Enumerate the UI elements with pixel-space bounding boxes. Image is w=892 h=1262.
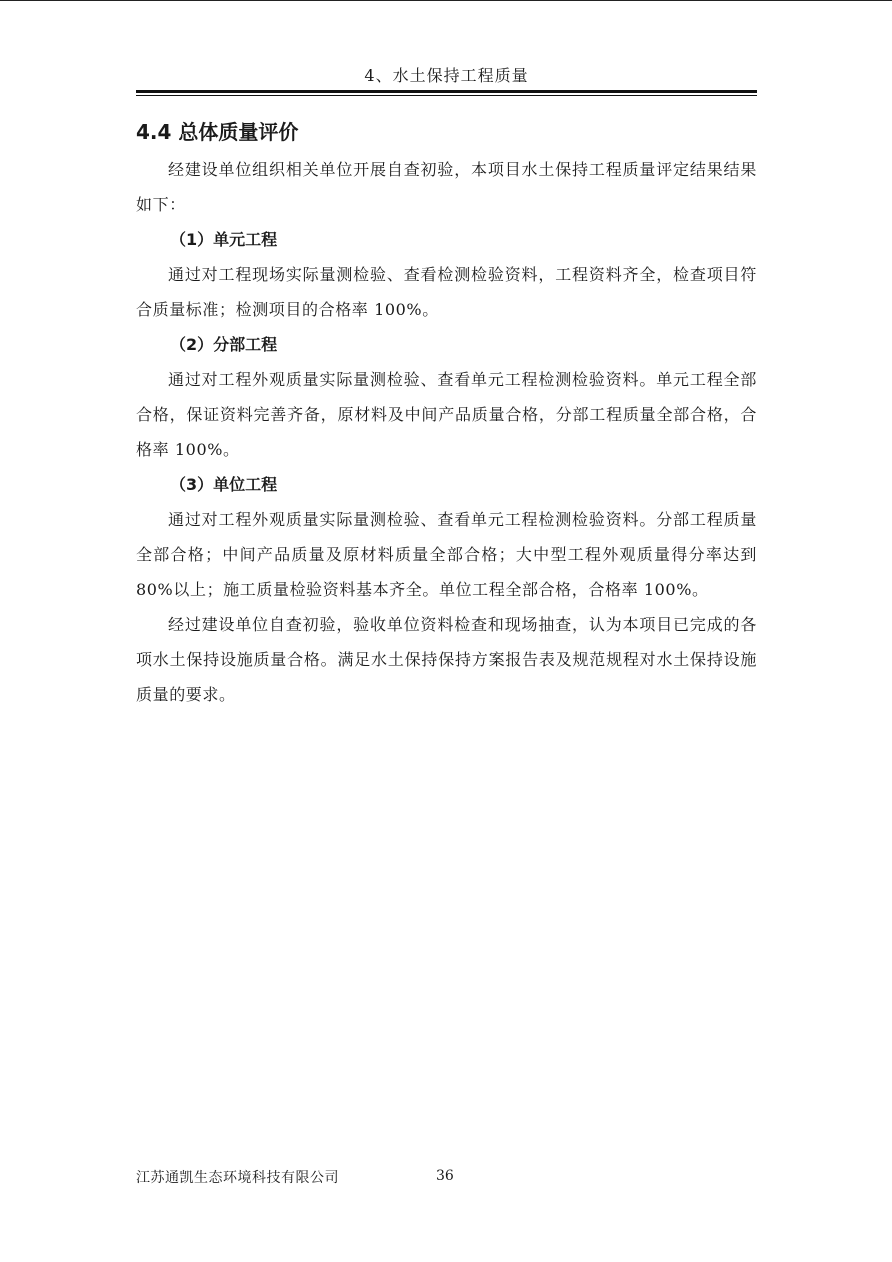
paragraph-unit-project: 通过对工程现场实际量测检验、查看检测检验资料，工程资料齐全，检查项目符合质量标准；检测项目的合格率 100%。 — [136, 265, 757, 319]
page-top-border — [0, 0, 892, 1]
subheading-divisional-project: （2）分部工程 — [170, 335, 278, 354]
subheading-unit-project: （1）单元工程 — [170, 230, 278, 249]
page-content — [136, 116, 757, 712]
paragraph-unit-engineering: 通过对工程外观质量实际量测检验、查看单元工程检测检验资料。分部工程质量全部合格；中间产品质量及原材料质量全部合格；大中型工程外观质量得分率达到 80%以上；施工质量检验资料基本齐全。单位工程全部合格，合格率 100%。 — [136, 510, 757, 599]
page-number: 36 — [436, 1168, 454, 1184]
footer-company-name: 江苏通凯生态环境科技有限公司 — [136, 1170, 339, 1186]
header-rule-thin — [136, 95, 757, 96]
header-rule-thick — [136, 90, 757, 93]
intro-paragraph: 经建设单位组织相关单位开展自查初验，本项目水土保持工程质量评定结果结果如下： — [136, 160, 757, 214]
section-title: 4.4 总体质量评价 — [136, 120, 299, 144]
conclusion-paragraph: 经过建设单位自查初验，验收单位资料检查和现场抽查，认为本项目已完成的各项水土保持设施质量合格。满足水土保持保持方案报告表及规范规程对水土保持设施质量的要求。 — [136, 615, 757, 704]
subheading-unit-engineering: （3）单位工程 — [170, 475, 278, 494]
paragraph-divisional-project: 通过对工程外观质量实际量测检验、查看单元工程检测检验资料。单元工程全部合格，保证资料完善齐备，原材料及中间产品质量合格，分部工程质量全部合格，合格率 100%。 — [136, 370, 757, 459]
running-header: 4、水土保持工程质量 — [364, 66, 529, 85]
